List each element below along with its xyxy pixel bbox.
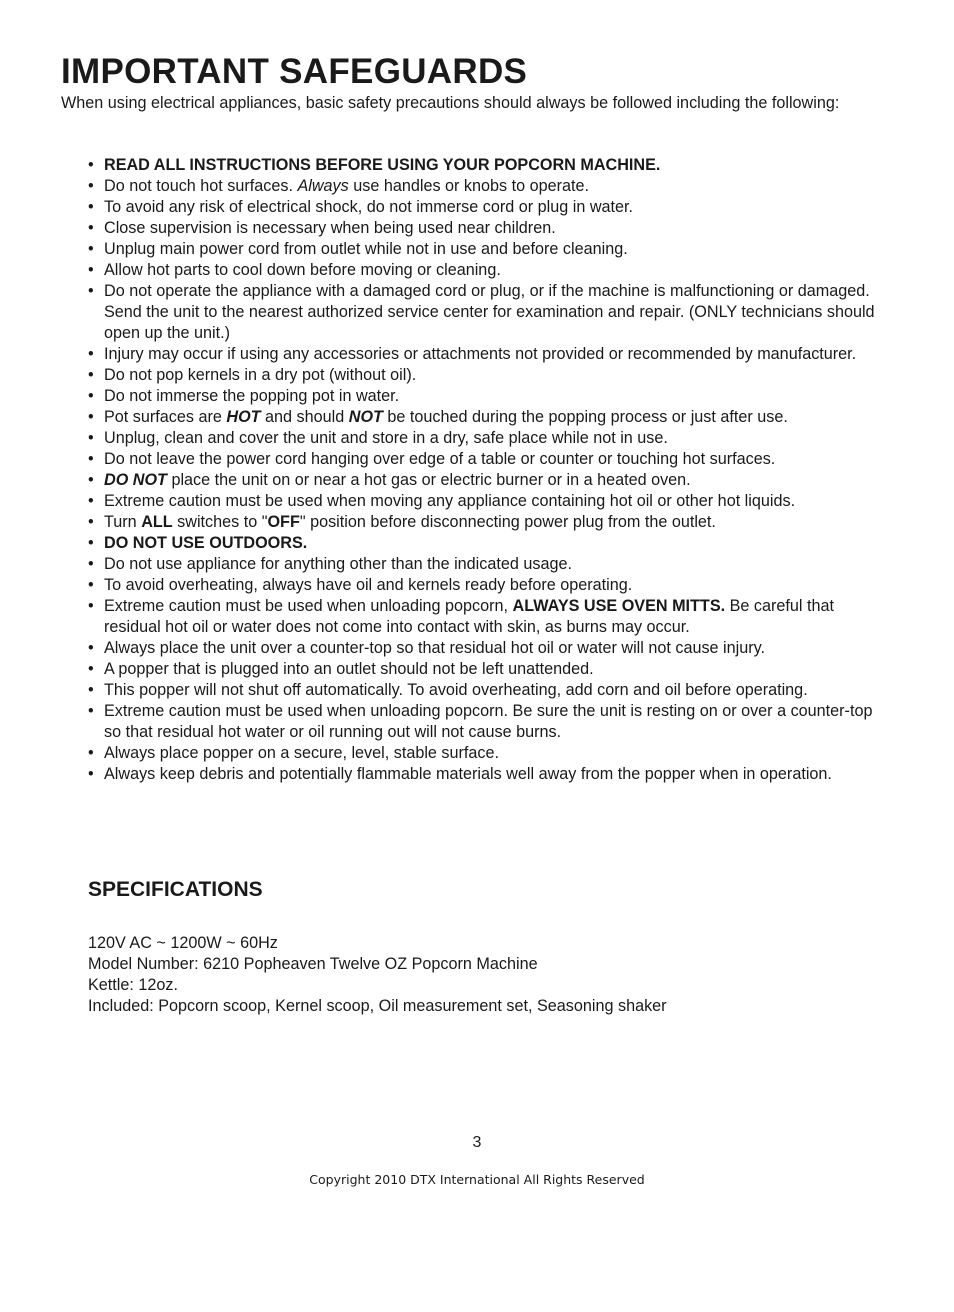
- safeguard-text: Allow hot parts to cool down before moving or cleaning.: [104, 261, 501, 279]
- safeguard-text: and should: [260, 408, 349, 426]
- bullet-icon: •: [88, 408, 94, 426]
- safeguard-text: Do not touch hot surfaces.: [104, 177, 298, 195]
- safeguard-text: Extreme caution must be used when moving any appliance containing hot oil or other hot liquids.: [104, 492, 796, 510]
- safeguard-item: [88, 155, 888, 176]
- safeguard-text: Always: [297, 177, 349, 195]
- specifications-heading: SPECIFICATIONS: [88, 878, 263, 901]
- safeguard-text: Do not operate the appliance with a damaged cord or plug, or if the machine is malfunctioning or damaged. Send the unit to the nearest authorized service center for examination and repair. (ONLY technicians should open up the unit.): [104, 282, 875, 342]
- safeguard-text: To avoid overheating, always have oil and kernels ready before operating.: [104, 576, 633, 594]
- safeguard-text: switches to ": [172, 513, 268, 531]
- safeguard-item: [88, 596, 888, 638]
- safeguard-item: [88, 659, 888, 680]
- safeguard-item: [88, 449, 888, 470]
- safeguard-item: [88, 701, 888, 743]
- safeguard-item: [88, 743, 888, 764]
- safeguard-text: READ ALL INSTRUCTIONS BEFORE USING YOUR POPCORN MACHINE.: [104, 156, 661, 174]
- safeguard-text: Unplug main power cord from outlet while not in use and before cleaning.: [104, 240, 628, 258]
- safeguard-text: This popper will not shut off automatically. To avoid overheating, add corn and oil before operating.: [104, 681, 808, 699]
- safeguard-item: [88, 260, 888, 281]
- bullet-icon: •: [88, 660, 94, 678]
- safeguard-text: Injury may occur if using any accessories or attachments not provided or recommended by manufacturer.: [104, 345, 857, 363]
- safeguard-text: place the unit on or near a hot gas or electric burner or in a heated oven.: [166, 471, 691, 489]
- bullet-icon: •: [88, 261, 94, 279]
- safeguard-item: [88, 764, 888, 785]
- bullet-icon: •: [88, 681, 94, 699]
- bullet-icon: •: [88, 366, 94, 384]
- safeguard-text: Extreme caution must be used when unloading popcorn,: [104, 597, 513, 615]
- bullet-icon: •: [88, 429, 94, 447]
- bullet-icon: •: [88, 513, 94, 531]
- safeguard-text: Do not immerse the popping pot in water.: [104, 387, 400, 405]
- safeguard-item: [88, 680, 888, 701]
- safeguard-item: [88, 239, 888, 260]
- bullet-icon: •: [88, 555, 94, 573]
- bullet-icon: •: [88, 534, 94, 552]
- intro-paragraph: When using electrical appliances, basic safety precautions should always be followed including the following:: [61, 94, 840, 112]
- safeguard-text: DO NOT USE OUTDOORS.: [104, 534, 308, 552]
- page-number: 3: [472, 1134, 482, 1151]
- safeguard-item: [88, 470, 888, 491]
- safeguard-item: [88, 512, 888, 533]
- bullet-icon: •: [88, 576, 94, 594]
- safeguard-text: Do not leave the power cord hanging over edge of a table or counter or touching hot surfaces.: [104, 450, 776, 468]
- safeguard-item: [88, 554, 888, 575]
- safeguard-item: [88, 344, 888, 365]
- bullet-icon: •: [88, 450, 94, 468]
- bullet-icon: •: [88, 744, 94, 762]
- bullet-icon: •: [88, 597, 94, 615]
- safeguard-text: Be careful that residual hot oil or water does not come into contact with skin, as burns may occur.: [104, 597, 835, 636]
- bullet-icon: •: [88, 639, 94, 657]
- safeguard-text: NOT: [348, 408, 383, 426]
- safeguard-item: [88, 218, 888, 239]
- safeguard-text: Pot surfaces are: [104, 408, 227, 426]
- safeguard-item: [88, 575, 888, 596]
- safeguard-text: Unplug, clean and cover the unit and store in a dry, safe place while not in use.: [104, 429, 668, 447]
- bullet-icon: •: [88, 177, 94, 195]
- safeguard-text: Do not use appliance for anything other than the indicated usage.: [104, 555, 572, 573]
- safeguard-text: ALL: [141, 513, 173, 531]
- safeguard-item: [88, 491, 888, 512]
- bullet-icon: •: [88, 765, 94, 783]
- safeguard-text: Always place popper on a secure, level, stable surface.: [104, 744, 500, 762]
- safeguard-item: [88, 638, 888, 659]
- copyright-notice: Copyright 2010 DTX International All Rights Reserved: [309, 1172, 645, 1187]
- bullet-icon: •: [88, 282, 94, 300]
- bullet-icon: •: [88, 156, 94, 174]
- safeguard-text: ALWAYS USE OVEN MITTS.: [512, 597, 726, 615]
- safeguard-text: OFF: [267, 513, 300, 531]
- safeguards-list: [88, 155, 888, 785]
- safeguard-item: [88, 197, 888, 218]
- safeguard-item: [88, 386, 888, 407]
- bullet-icon: •: [88, 702, 94, 720]
- safeguard-text: Close supervision is necessary when being used near children.: [104, 219, 556, 237]
- spec-line-power: 120V AC ~ 1200W ~ 60Hz: [88, 934, 278, 952]
- spec-line-model: Model Number: 6210 Popheaven Twelve OZ Popcorn Machine: [88, 955, 538, 973]
- bullet-icon: •: [88, 387, 94, 405]
- page-title: IMPORTANT SAFEGUARDS: [61, 52, 528, 91]
- bullet-icon: •: [88, 198, 94, 216]
- safeguard-text: Extreme caution must be used when unloading popcorn. Be sure the unit is resting on or over a counter-top so that residual hot water or oil running out will not cause burns.: [104, 702, 873, 741]
- safeguard-text: Always keep debris and potentially flammable materials well away from the popper when in operation.: [104, 765, 832, 783]
- safeguard-item: [88, 428, 888, 449]
- safeguard-text: Turn: [104, 513, 142, 531]
- safeguard-text: Do not pop kernels in a dry pot (without oil).: [104, 366, 417, 384]
- safeguard-text: use handles or knobs to operate.: [348, 177, 590, 195]
- spec-line-kettle: Kettle: 12oz.: [88, 976, 178, 994]
- safeguard-text: Always place the unit over a counter-top so that residual hot oil or water will not cause injury.: [104, 639, 766, 657]
- spec-line-included: Included: Popcorn scoop, Kernel scoop, Oil measurement set, Seasoning shaker: [88, 997, 667, 1015]
- bullet-icon: •: [88, 492, 94, 510]
- safeguard-item: [88, 176, 888, 197]
- safeguard-item: [88, 365, 888, 386]
- safeguard-text: " position before disconnecting power plug from the outlet.: [299, 513, 716, 531]
- safeguard-text: To avoid any risk of electrical shock, do not immerse cord or plug in water.: [104, 198, 634, 216]
- bullet-icon: •: [88, 240, 94, 258]
- bullet-icon: •: [88, 219, 94, 237]
- safeguard-text: be touched during the popping process or just after use.: [382, 408, 788, 426]
- bullet-icon: •: [88, 345, 94, 363]
- safeguard-text: HOT: [226, 408, 261, 426]
- safeguard-text: A popper that is plugged into an outlet should not be left unattended.: [104, 660, 594, 678]
- safeguard-item: [88, 407, 888, 428]
- safeguard-item: [88, 281, 888, 344]
- safeguard-text: DO NOT: [104, 471, 167, 489]
- specifications-block: [88, 933, 868, 1017]
- safeguard-item: [88, 533, 888, 554]
- bullet-icon: •: [88, 471, 94, 489]
